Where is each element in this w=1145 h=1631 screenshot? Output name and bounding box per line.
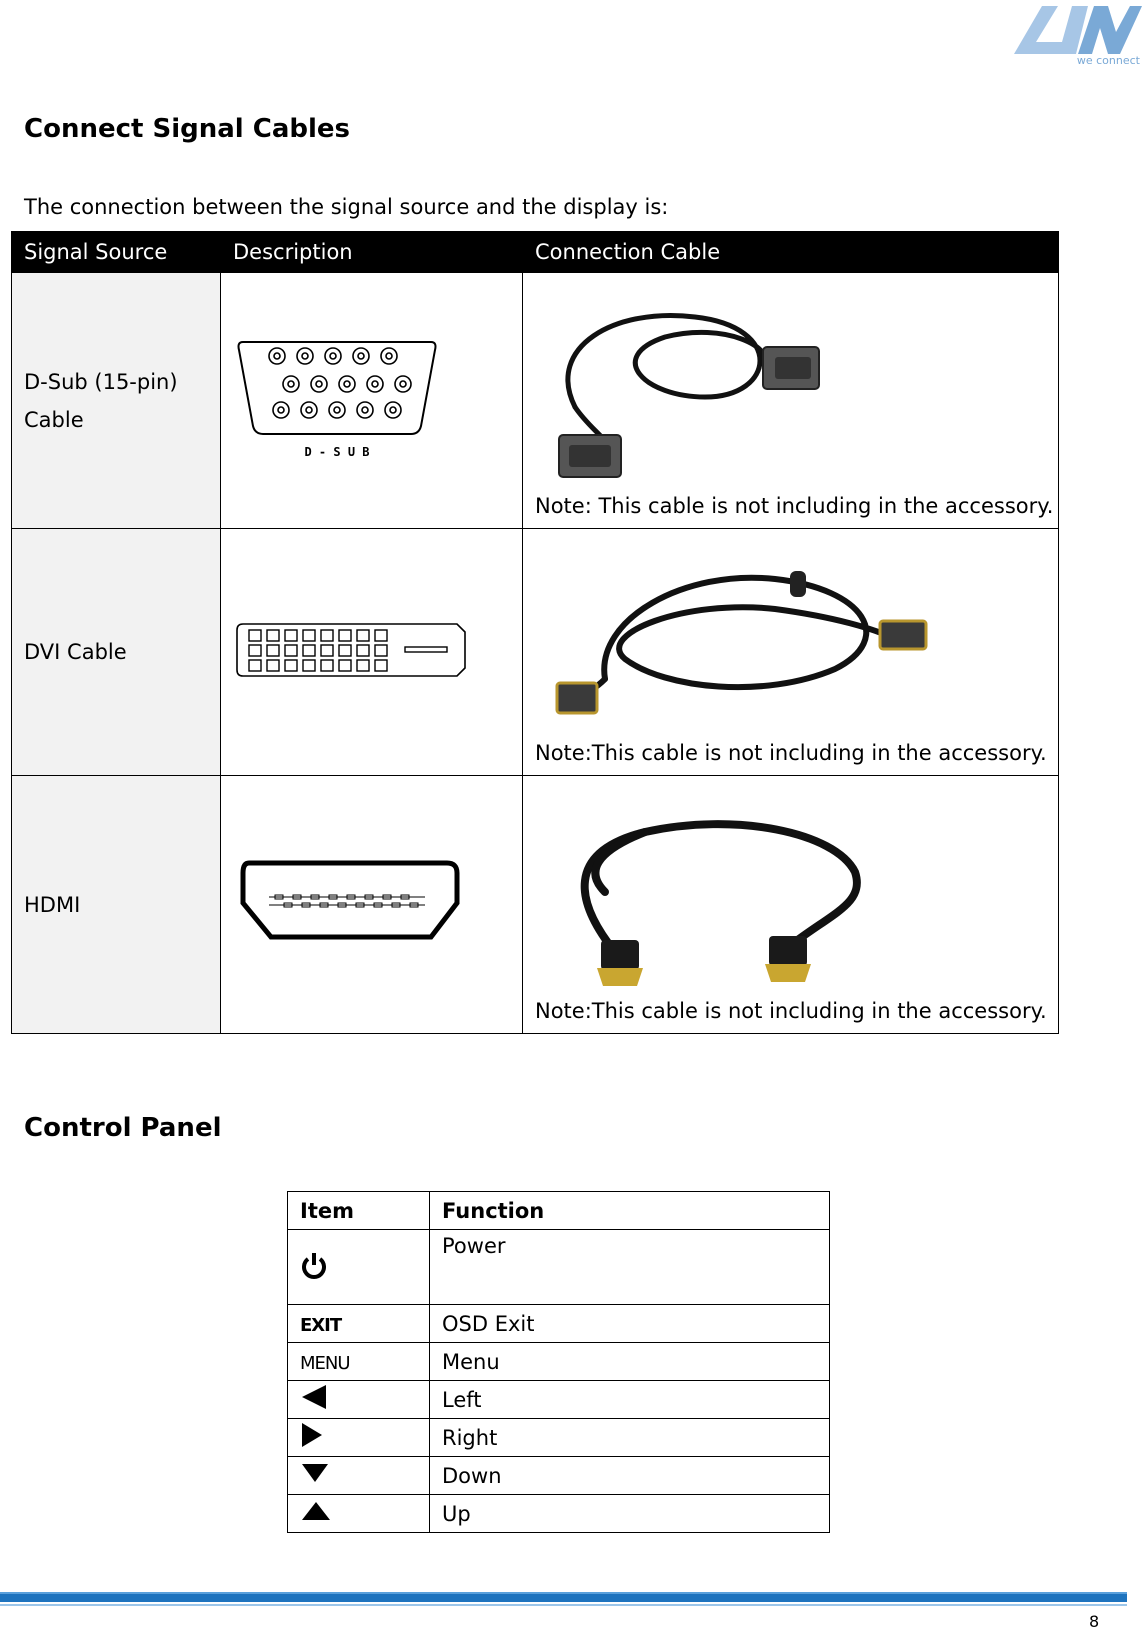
- vga-cable-image: [535, 287, 835, 487]
- description-cell: [221, 776, 523, 1034]
- control-panel-table: [287, 1191, 830, 1533]
- function-cell: Power: [430, 1230, 830, 1305]
- item-cell: [288, 1230, 430, 1305]
- function-cell: Down: [430, 1457, 830, 1495]
- header-function: Function: [430, 1192, 830, 1230]
- function-cell: Up: [430, 1495, 830, 1533]
- table-row-dsub: [12, 273, 1059, 529]
- table-row: [288, 1305, 830, 1343]
- up-arrow-icon: [300, 1500, 332, 1522]
- item-cell: [288, 1305, 430, 1343]
- cable-note: Note:This cable is not including in the accessory.: [535, 999, 1047, 1023]
- down-arrow-icon: [300, 1462, 330, 1484]
- table-row: [288, 1230, 830, 1305]
- logo-tagline: we connect: [1076, 54, 1140, 67]
- table-row: [288, 1495, 830, 1533]
- table-row: [288, 1381, 830, 1419]
- exit-icon: EXIT: [300, 1314, 342, 1336]
- section-title: Control Panel: [24, 1113, 222, 1143]
- description-cell: [221, 273, 523, 529]
- cable-cell: [523, 776, 1059, 1034]
- dsub-diagram-label: D - S U B: [304, 445, 370, 459]
- cable-note: Note:This cable is not including in the accessory.: [535, 741, 1047, 765]
- function-cell: OSD Exit: [430, 1305, 830, 1343]
- hdmi-cable-image: [535, 792, 875, 992]
- header-item: Item: [288, 1192, 430, 1230]
- table-row-hdmi: [12, 776, 1059, 1034]
- table-row: [288, 1343, 830, 1381]
- page-title: Connect Signal Cables: [24, 114, 351, 144]
- dvi-connector-diagram: [235, 620, 467, 680]
- source-label: DVI Cable: [24, 640, 127, 664]
- cable-cell: [523, 273, 1059, 529]
- dsub-connector-diagram: [235, 334, 439, 462]
- footer-line: [0, 1604, 1127, 1606]
- control-table-header: [288, 1192, 830, 1230]
- item-cell: [288, 1495, 430, 1533]
- item-cell: [288, 1343, 430, 1381]
- via-logo: [1012, 2, 1142, 68]
- header-description: Description: [221, 232, 523, 273]
- signal-table: [11, 231, 1059, 1034]
- header-signal-source: Signal Source: [12, 232, 221, 273]
- item-cell: [288, 1419, 430, 1457]
- description-cell: [221, 529, 523, 776]
- source-cell: [12, 529, 221, 776]
- power-icon: [300, 1250, 328, 1280]
- source-label: D-Sub (15-pin): [24, 369, 178, 394]
- menu-icon: MENU: [300, 1352, 350, 1374]
- intro-text: The connection between the signal source and the display is:: [24, 195, 669, 219]
- cable-note: Note: This cable is not including in the accessory.: [535, 494, 1054, 518]
- dvi-cable-image: [535, 559, 935, 719]
- header-connection-cable: Connection Cable: [523, 232, 1059, 273]
- left-arrow-icon: [300, 1384, 328, 1410]
- cable-cell: [523, 529, 1059, 776]
- source-cell: [12, 776, 221, 1034]
- source-label: Cable: [24, 407, 84, 432]
- item-cell: [288, 1381, 430, 1419]
- table-row-dvi: [12, 529, 1059, 776]
- right-arrow-icon: [300, 1422, 324, 1448]
- source-label: HDMI: [24, 892, 81, 917]
- signal-table-header: [12, 232, 1059, 273]
- function-cell: Left: [430, 1381, 830, 1419]
- function-cell: Menu: [430, 1343, 830, 1381]
- item-cell: [288, 1457, 430, 1495]
- source-cell: [12, 273, 221, 529]
- table-row: [288, 1419, 830, 1457]
- hdmi-connector-diagram: [235, 857, 465, 947]
- function-cell: Right: [430, 1419, 830, 1457]
- footer-bar: [0, 1592, 1127, 1602]
- table-row: [288, 1457, 830, 1495]
- page-number: 8: [1089, 1612, 1100, 1631]
